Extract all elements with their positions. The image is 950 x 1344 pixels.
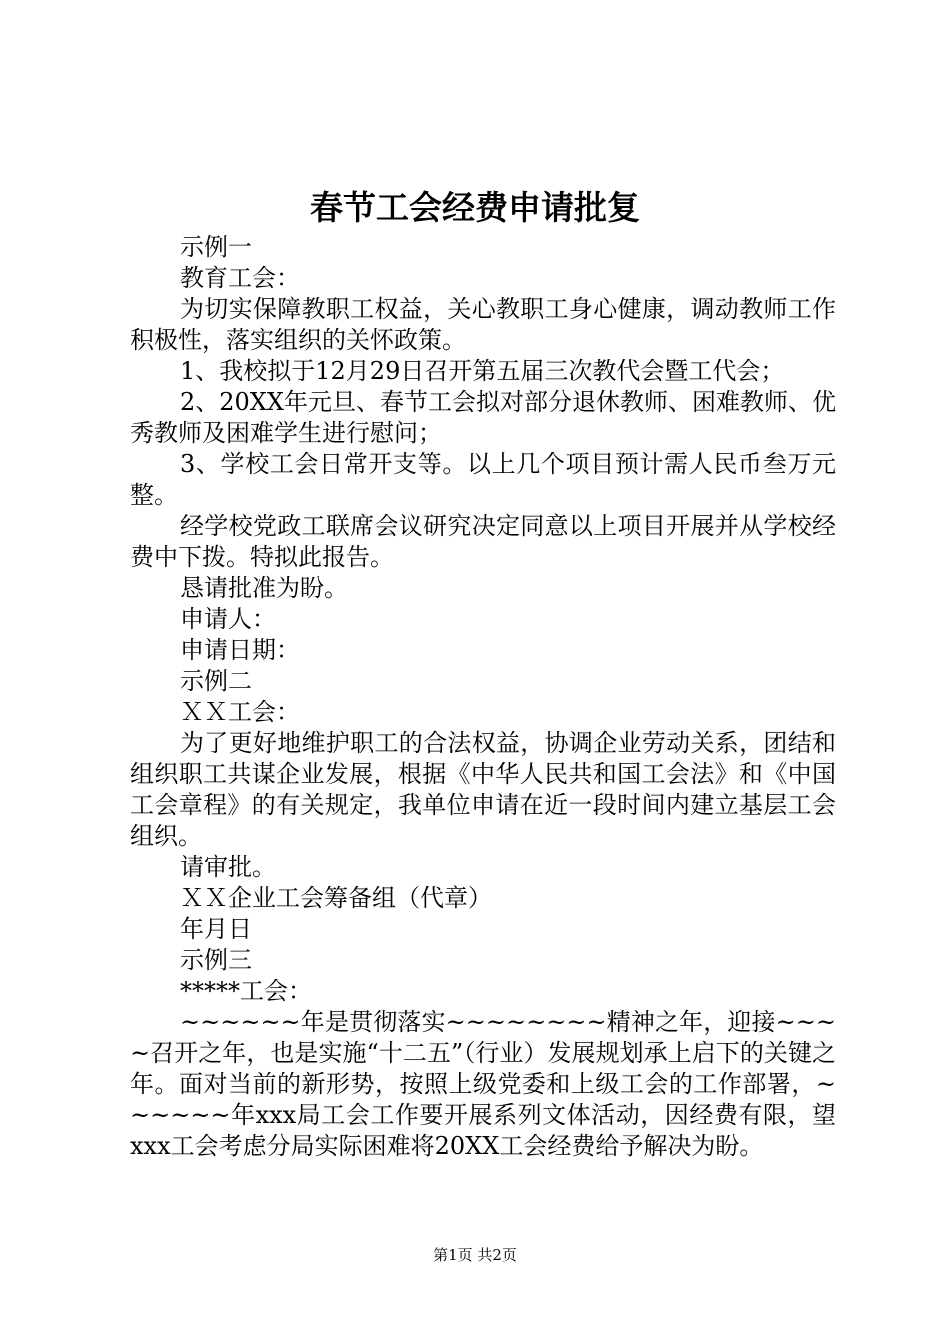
list-item: 1、我校拟于12月29日召开第五届三次教代会暨工代会； xyxy=(180,357,785,385)
list-item: 2、20XX年元旦、春节工会拟对部分退休教师、困难教师、优秀教师及困难学生进行慰问； xyxy=(130,388,836,447)
date-line: 年月日 xyxy=(180,915,252,943)
list-item: 3、学校工会日常开支等。以上几个项目预计需人民币叁万元整。 xyxy=(130,450,836,509)
application-date-label: 申请日期： xyxy=(180,636,300,664)
signature-line: ＸＸ企业工会筹备组（代章） xyxy=(180,884,492,912)
example-heading: 示例二 xyxy=(180,667,252,695)
closing-line: 请审批。 xyxy=(180,853,276,881)
page-footer: 第1页 共2页 xyxy=(433,1246,517,1264)
body-paragraph: 为了更好地维护职工的合法权益，协调企业劳动关系，团结和组织职工共谋企业发展，根据《中华人民共和国工会法》和《中国工会章程》的有关规定，我单位申请在近一段时间内建立基层工会组织。 xyxy=(130,729,836,850)
salutation: ＸＸ工会： xyxy=(180,698,300,726)
document-body xyxy=(130,232,836,1162)
body-paragraph: ~~~~~~年是贯彻落实~~~~~~~~精神之年，迎接~~~~召开之年，也是实施“十二五”（行业）发展规划承上启下的关键之年。面对当前的新形势，按照上级党委和上级工会的工作部署，~~~~~~年xxx局工会工作要开展系列文体活动，因经费有限，望xxx工会考虑分局实际困难将20XX工会经费给予解决为盼。 xyxy=(130,1008,836,1160)
body-paragraph: 为切实保障教职工权益，关心教职工身心健康，调动教师工作积极性，落实组织的关怀政策。 xyxy=(130,295,836,354)
example-heading: 示例三 xyxy=(180,946,252,974)
body-paragraph: 经学校党政工联席会议研究决定同意以上项目开展并从学校经费中下拨。特拟此报告。 xyxy=(130,512,836,571)
closing-line: 恳请批准为盼。 xyxy=(180,574,348,602)
applicant-label: 申请人： xyxy=(180,605,276,633)
salutation: 教育工会： xyxy=(180,264,300,292)
salutation: *****工会： xyxy=(180,977,312,1005)
example-heading: 示例一 xyxy=(180,233,252,261)
document-title: 春节工会经费申请批复 xyxy=(310,188,640,227)
